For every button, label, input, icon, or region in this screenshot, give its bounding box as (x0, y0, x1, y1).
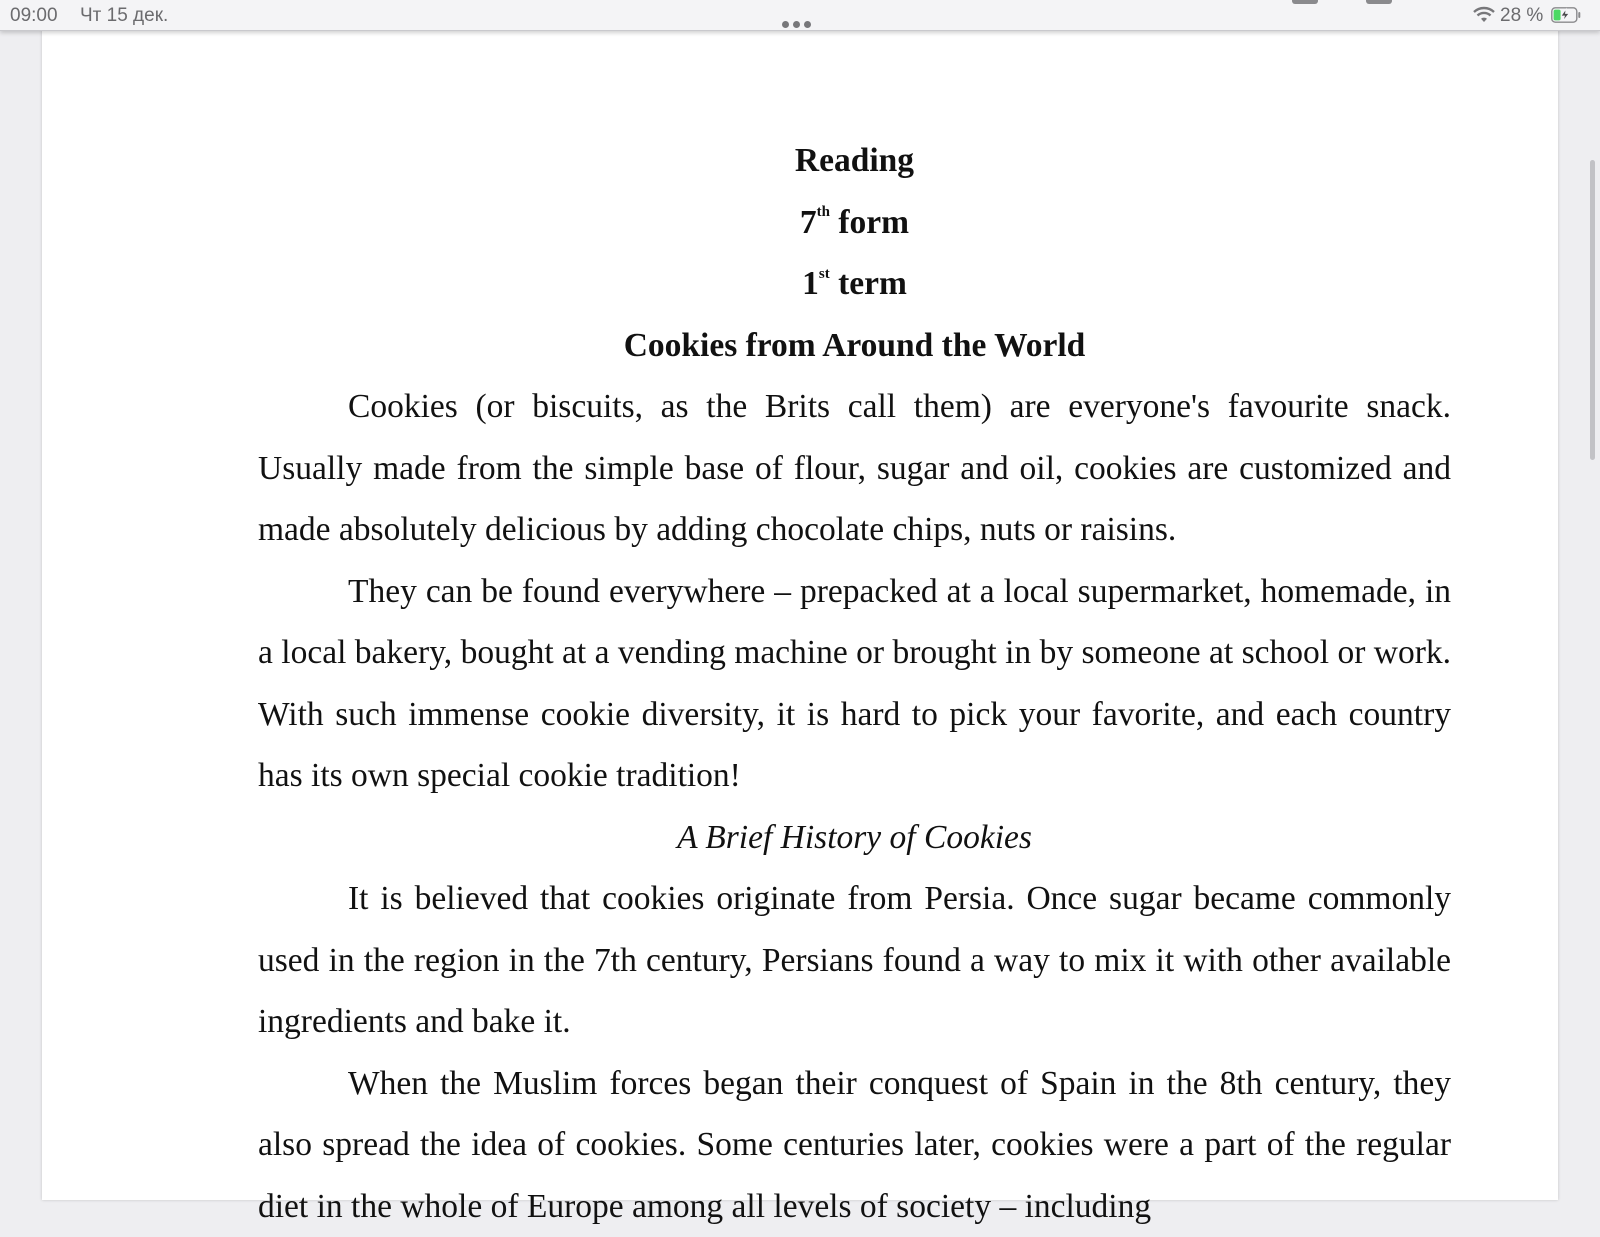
top-mark-icon (1292, 0, 1318, 4)
heading-form-number: 7 (800, 204, 817, 241)
section-subheading: A Brief History of Cookies (258, 807, 1451, 869)
paragraph-2: They can be found everywhere – prepacked at a local supermarket, homemade, in a local bakery, bought at a vending machine or brought in by someone at school or work. With such immense cookie diversity, it is hard to pick your favorite, and each country has its own special cookie tradition! (258, 561, 1451, 807)
document-content (258, 130, 1451, 1237)
paragraph-4: When the Muslim forces began their conquest of Spain in the 8th century, they also spread the idea of cookies. Some centuries later, cookies were a part of the regular diet in the whole of Europe among all levels of society – including (258, 1053, 1451, 1237)
scrollbar[interactable] (1590, 160, 1595, 460)
document-title: Cookies from Around the World (258, 315, 1451, 377)
heading-term (258, 253, 1451, 315)
paragraph-1: Cookies (or biscuits, as the Brits call them) are everyone's favourite snack. Usually made from the simple base of flour, sugar and oil, cookies are customized and made absolutely delicious by adding chocolate chips, nuts or raisins. (258, 376, 1451, 561)
heading-reading: Reading (258, 130, 1451, 192)
heading-form (258, 192, 1451, 254)
paragraph-3: It is believed that cookies originate from Persia. Once sugar became commonly used in the region in the 7th century, Persians found a way to mix it with other available ingredients and bake it. (258, 868, 1451, 1053)
battery-percent: 28 % (1500, 5, 1543, 27)
battery-charging-icon (1551, 7, 1581, 23)
status-date: Чт 15 дек. (80, 5, 168, 27)
status-time: 09:00 (10, 5, 58, 27)
top-mark-icon (1366, 0, 1392, 4)
status-bar (0, 0, 1600, 31)
heading-term-text: term (830, 265, 907, 302)
heading-form-suffix: th (817, 204, 830, 220)
wifi-icon (1472, 6, 1496, 24)
heading-term-suffix: st (819, 266, 830, 282)
multitasking-dots-icon[interactable] (782, 15, 818, 23)
heading-term-number: 1 (802, 265, 819, 302)
heading-form-text: form (830, 204, 909, 241)
